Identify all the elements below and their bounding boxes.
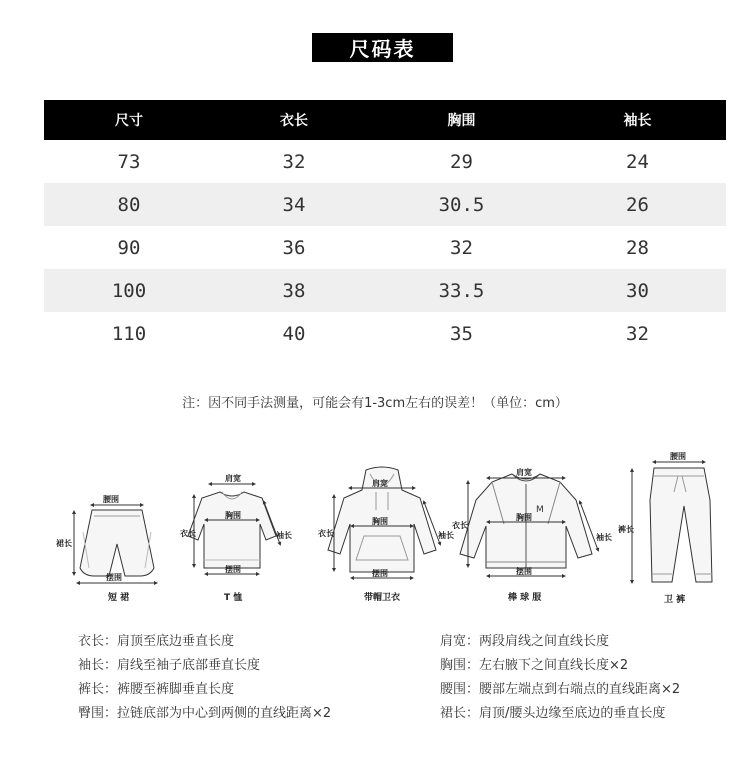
pants-caption: 卫 裤	[664, 595, 686, 605]
skirt-hem-label: 摆围	[106, 573, 122, 582]
cell-length: 34	[214, 183, 374, 226]
measurement-note: 注：因不同手法测量，可能会有1-3cm左右的误差！（单位：cm）	[182, 396, 568, 411]
definition-item: 衣长：肩顶至底边垂直长度	[78, 634, 235, 649]
cell-sleeve: 28	[626, 236, 649, 259]
page-title: 尺码表	[312, 33, 453, 62]
cell-size: 73	[117, 150, 141, 173]
baseball-jacket-diagram	[460, 474, 598, 576]
baseball-shoulder-label: 肩宽	[516, 468, 532, 477]
tshirt-chest-label: 胸围	[225, 511, 241, 520]
cell-sleeve: 32	[626, 322, 649, 345]
definition-item: 腰围：腰部左端点到右端点的直线距离×2	[440, 682, 681, 697]
header-chest: 胸围	[374, 100, 549, 140]
cell-length: 32	[282, 150, 306, 173]
baseball-hem-label: 摆围	[516, 567, 532, 576]
diagram-canvas	[0, 440, 750, 630]
definition-item: 裤长：裤腰至裤脚垂直长度	[78, 682, 235, 697]
cell-chest: 35	[450, 322, 473, 345]
tshirt-diagram	[188, 484, 280, 574]
tshirt-sleeve-label: 袖长	[276, 531, 292, 540]
tshirt-caption: T 恤	[224, 593, 243, 603]
definition-item: 裙长：肩顶/腰头边缘至底边的垂直长度	[440, 706, 666, 721]
cell-size: 110	[111, 322, 147, 345]
table-row	[44, 312, 726, 355]
skirt-waist-label: 腰围	[103, 495, 119, 504]
cell-length: 40	[282, 322, 306, 345]
cell-chest: 33.5	[374, 269, 549, 312]
hoodie-length-label: 衣长	[318, 529, 334, 538]
cell-length: 36	[282, 236, 306, 259]
table-row	[44, 140, 726, 183]
definition-item: 袖长：肩线至袖子底部垂直长度	[78, 658, 261, 673]
skirt-caption: 短 裙	[108, 593, 130, 603]
pants-length-label: 裤长	[618, 525, 634, 534]
baseball-chest-label: 胸围	[516, 513, 532, 522]
size-table	[44, 100, 726, 355]
baseball-sleeve-label: 袖长	[596, 533, 612, 542]
cell-sleeve: 24	[626, 150, 649, 173]
table-header-row	[44, 100, 726, 140]
baseball-caption: 棒 球 服	[508, 593, 542, 603]
definition-item: 臀围：拉链底部为中心到两侧的直线距离×2	[78, 706, 332, 721]
pants-diagram	[632, 462, 712, 582]
hoodie-caption: 带帽卫衣	[364, 593, 401, 603]
cell-chest: 29	[450, 150, 473, 173]
svg-text:M: M	[536, 505, 544, 515]
cell-size: 80	[44, 183, 214, 226]
baseball-length-label: 衣长	[452, 521, 468, 530]
skirt-diagram	[74, 505, 156, 583]
definitions-left	[78, 630, 331, 726]
header-sleeve: 袖长	[549, 100, 726, 140]
definition-item: 胸围：左右腋下之间直线长度×2	[440, 658, 629, 673]
hoodie-shoulder-label: 肩宽	[372, 479, 388, 488]
pants-waist-label: 腰围	[670, 452, 686, 461]
table-row	[44, 269, 726, 312]
header-length: 衣长	[214, 100, 374, 140]
tshirt-length-label: 衣长	[180, 529, 196, 538]
definitions-right	[440, 630, 680, 726]
table-row	[44, 183, 726, 226]
cell-size: 90	[117, 236, 141, 259]
cell-size: 100	[44, 269, 214, 312]
cell-length: 38	[214, 269, 374, 312]
measurement-diagrams	[0, 440, 750, 630]
definition-item: 肩宽：两段肩线之间直线长度	[440, 634, 610, 649]
tshirt-hem-label: 摆围	[225, 565, 241, 574]
table-row	[44, 226, 726, 269]
cell-sleeve: 30	[549, 269, 726, 312]
hoodie-sleeve-label: 袖长	[438, 531, 454, 540]
header-size: 尺寸	[44, 100, 214, 140]
cell-chest: 32	[450, 236, 473, 259]
hoodie-hem-label: 摆围	[372, 569, 388, 578]
cell-chest: 30.5	[374, 183, 549, 226]
hoodie-chest-label: 胸围	[372, 517, 388, 526]
tshirt-shoulder-label: 肩宽	[225, 474, 241, 483]
cell-sleeve: 26	[549, 183, 726, 226]
skirt-length-label: 裙长	[56, 539, 72, 548]
